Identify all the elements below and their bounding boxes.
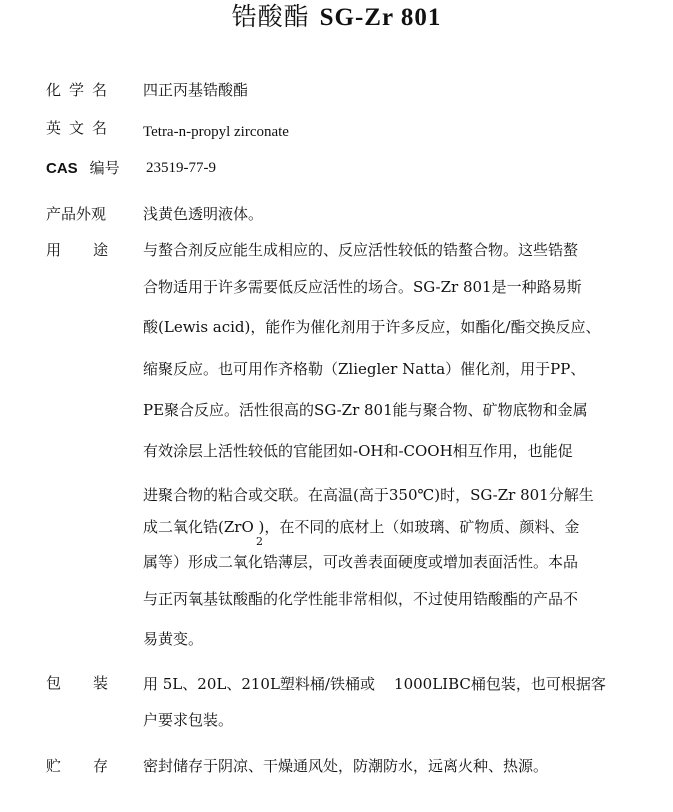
label-english-name: 英文名 [46, 119, 116, 137]
value-english-name: Tetra-n-propyl zirconate [143, 124, 289, 140]
label-cas-en: CAS [46, 160, 78, 177]
document-title [0, 0, 673, 35]
value-appearance: 浅黄色透明液体。 [143, 205, 264, 223]
usage-line-3: 酸(Lewis acid)，能作为催化剂用于许多反应，如酯化/酯交换反应、 [143, 318, 601, 336]
label-packaging [46, 673, 108, 693]
label-storage-left: 贮 [46, 757, 62, 775]
label-packaging-right: 装 [92, 674, 108, 692]
usage-line-4: 缩聚反应。也可用作齐格勒（Zliegler Natta）催化剂，用于PP、 [143, 360, 586, 378]
usage-line-5: PE聚合反应。活性很高的SG-Zr 801能与聚合物、矿物底物和金属 [143, 401, 588, 419]
label-cas-cn: 编号 [89, 159, 120, 177]
value-chemical-name: 四正丙基锆酸酯 [143, 81, 249, 99]
usage-line-10: 与正丙氧基钛酸酯的化学性能非常相似，不过使用锆酸酯的产品不 [143, 590, 579, 608]
label-storage-right: 存 [92, 757, 108, 775]
label-packaging-left: 包 [46, 674, 62, 692]
zro2-subscript: 2 [256, 535, 263, 548]
value-cas: 23519-77-9 [146, 160, 216, 176]
title-model: SG-Zr 801 [319, 4, 442, 31]
packaging-line-2: 户要求包装。 [143, 711, 234, 729]
label-usage-right: 途 [92, 241, 108, 259]
label-cas [46, 158, 120, 179]
usage-line-8: 成二氧化锆(ZrO )，在不同的底材上（如玻璃、矿物质、颜料、金 [143, 518, 580, 536]
usage-line-1: 与螯合剂反应能生成相应的、反应活性较低的锆螯合物。这些锆螯 [143, 241, 579, 259]
usage-line-7: 进聚合物的粘合或交联。在高温(高于350℃)时，SG-Zr 801分解生 [143, 486, 594, 504]
value-storage: 密封储存于阴凉、干燥通风处，防潮防水，远离火种、热源。 [143, 757, 549, 775]
label-chemical-name: 化学名 [46, 81, 116, 99]
usage-line-11: 易黄变。 [143, 630, 204, 648]
title-chinese: 锆酸酯 [231, 2, 310, 31]
usage-line-6: 有效涂层上活性较低的官能团如-OH和-COOH相互作用，也能促 [143, 442, 573, 460]
label-storage [46, 756, 108, 776]
packaging-line-1: 用 5L、20L、210L塑料桶/铁桶或 1000LIBC桶包装，也可根据客 [143, 675, 606, 693]
usage-line-9: 属等）形成二氧化锆薄层，可改善表面硬度或增加表面活性。本品 [143, 553, 579, 571]
label-usage-left: 用 [46, 241, 62, 259]
usage-line-2: 合物适用于许多需要低反应活性的场合。SG-Zr 801是一种路易斯 [143, 278, 582, 296]
label-appearance: 产品外观 [46, 205, 107, 223]
label-usage [46, 240, 108, 260]
